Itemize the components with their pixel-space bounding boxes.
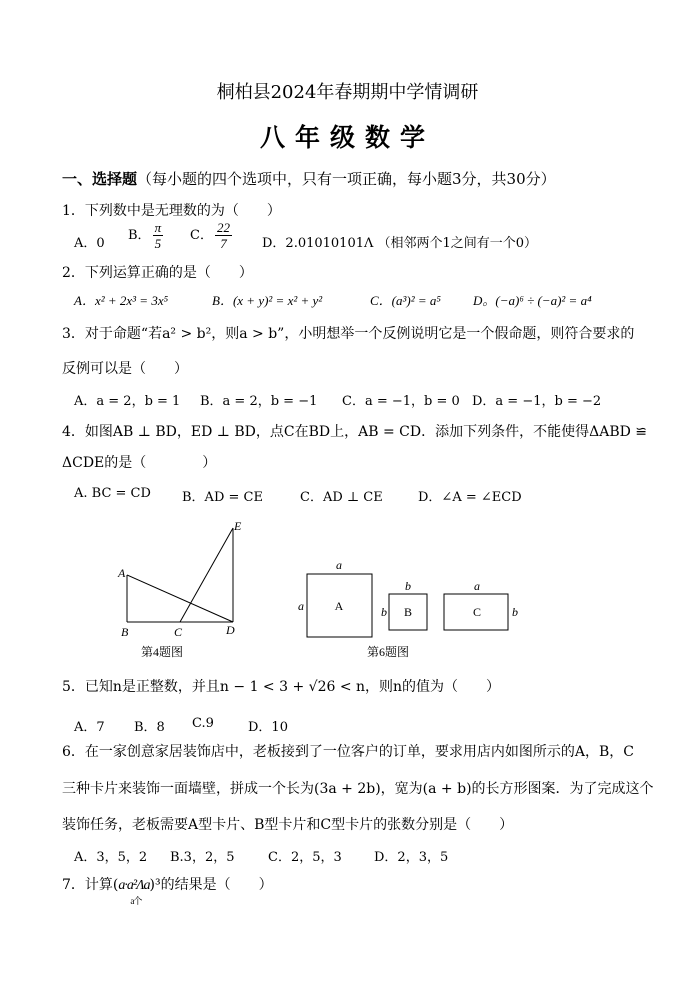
q1-option-b-numerator: π	[154, 220, 162, 235]
segment-ce	[180, 528, 233, 622]
exam-subtitle: 桐柏县2024年春期期中学情调研	[216, 82, 479, 103]
q1-option-a: A．0	[74, 236, 105, 251]
section-label: 一、选择题	[62, 170, 138, 188]
q7-stem-post: )³的结果是（ ）	[149, 877, 273, 893]
figure4-diagram	[110, 514, 260, 664]
q3-option-d: D．a = −1，b = −2	[472, 394, 602, 409]
figure6-caption: 第6题图	[367, 645, 410, 659]
figure4-caption: 第4题图	[141, 645, 184, 659]
q1-option-c	[190, 220, 234, 251]
q5-option-b: B．8	[134, 720, 165, 735]
q4-line1: 4．如图AB ⊥ BD，ED ⊥ BD，点C在BD上，AB = CD．添加下列条件，不能使得ΔABD ≌	[62, 424, 648, 440]
card-c-top-label: a	[474, 579, 480, 593]
q1-option-b-denominator: 5	[154, 236, 162, 251]
q4-option-b: B．AD = CE	[182, 490, 263, 505]
card-b-name: B	[403, 605, 413, 619]
q7-stem	[62, 874, 273, 906]
q5-option-a: A．7	[74, 720, 105, 735]
card-a-top-label: a	[336, 558, 342, 572]
exam-title: 八年级数学	[259, 123, 435, 152]
q1-option-c-fraction	[215, 220, 232, 251]
q6-option-c: C．2，5，3	[268, 850, 342, 865]
q6-option-b: B.3，2，5	[170, 850, 235, 865]
point-label-b: B	[121, 625, 129, 639]
section-heading	[62, 168, 556, 189]
q1-option-c-numerator: 22	[216, 220, 230, 235]
q1-option-b-prefix: B．	[128, 228, 151, 243]
card-b-top-label: b	[405, 579, 411, 593]
q7-expression-text: a·a²Λa	[118, 878, 150, 893]
q6-option-d: D．2，3，5	[374, 850, 449, 865]
q5-stem: 5．已知n是正整数，并且n − 1 < 3 + √26 < n，则n的值为（ ）	[62, 679, 501, 695]
q6-line1: 6．在一家创意家居装饰店中，老板接到了一位客户的订单，要求用店内如图所示的A，B，C	[62, 744, 635, 760]
point-label-c: C	[174, 625, 183, 639]
q3-option-a: A．a = 2，b = 1	[74, 394, 181, 409]
q4-option-c: C．AD ⊥ CE	[300, 490, 383, 505]
q3-option-c: C．a = −1，b = 0	[342, 394, 460, 409]
point-label-d: D	[226, 623, 235, 637]
point-label-e: E	[234, 519, 242, 533]
q2-option-a: A．x² + 2x³ = 3x⁵	[74, 293, 169, 308]
q3-line1: 3．对于命题“若a² > b²，则a > b”，小明想举一个反例说明它是一个假命题，则符合要求的	[62, 326, 635, 342]
q7-expression-subscript: a个	[130, 896, 142, 906]
q3-line2: 反例可以是（ ）	[62, 361, 188, 377]
q1-option-d: D．2.01010101Λ （相邻两个1之间有一个0）	[262, 236, 538, 251]
q2-option-c: C．(a³)² = a⁵	[370, 293, 441, 308]
card-b-side-label: b	[381, 605, 387, 619]
figure6-diagram	[290, 556, 530, 666]
card-a-side-label: a	[298, 599, 304, 613]
card-a-name: A	[334, 599, 344, 613]
q4-option-a: A. BC = CD	[74, 486, 151, 501]
q5-option-d: D．10	[248, 720, 288, 735]
q7-stem-pre: 7．计算(	[62, 877, 119, 893]
q1-option-c-prefix: C．	[190, 228, 213, 243]
q1-stem: 1．下列数中是无理数的为（ ）	[62, 203, 281, 219]
q1-option-b	[128, 220, 165, 251]
q4-line2: ΔCDE的是（ ）	[62, 455, 217, 471]
q5-option-c: C.9	[192, 716, 214, 731]
q4-option-d: D．∠A = ∠ECD	[418, 490, 522, 505]
q2-option-b: B．(x + y)² = x² + y²	[212, 293, 323, 308]
point-label-a: A	[118, 566, 126, 580]
card-c-name: C	[472, 605, 482, 619]
q3-option-b: B．a = 2，b = −1	[200, 394, 318, 409]
q6-line2: 三种卡片来装饰一面墙壁，拼成一个长为(3a + 2b)，宽为(a + b)的长方形图案．为了完成这个	[62, 781, 654, 797]
q1-option-b-fraction	[153, 220, 164, 251]
q6-option-a: A．3，5，2	[74, 850, 148, 865]
q7-expression	[118, 878, 150, 906]
q2-stem: 2．下列运算正确的是（ ）	[62, 265, 253, 281]
q2-option-d: D。(−a)⁶ ÷ (−a)² = a⁴	[473, 293, 592, 308]
segment-ad	[127, 575, 233, 622]
q6-line3: 装饰任务，老板需要A型卡片、B型卡片和C型卡片的张数分别是（ ）	[62, 817, 514, 833]
section-note: （每小题的四个选项中，只有一项正确，每小题3分，共30分）	[137, 170, 556, 188]
q1-option-c-denominator: 7	[220, 236, 227, 251]
card-c-side-label: b	[512, 605, 518, 619]
